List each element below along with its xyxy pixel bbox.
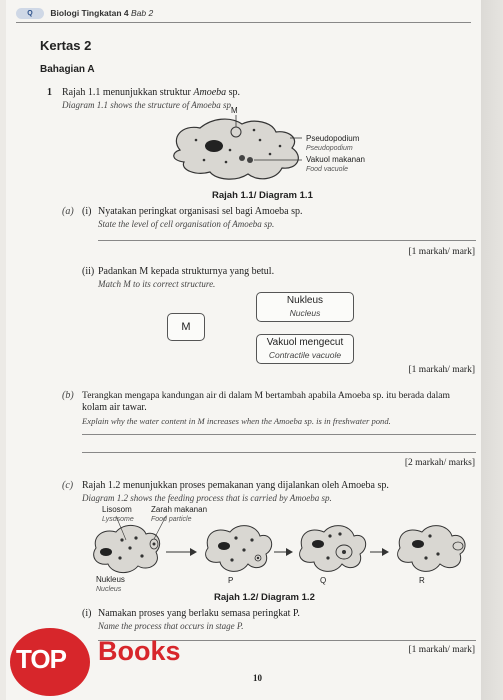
- match-box-m[interactable]: M: [167, 313, 205, 341]
- mark-allocation: [1 markah/ mark]: [408, 365, 475, 375]
- label-food-particle: Zarah makanan Food particle: [151, 505, 208, 523]
- book-title: Biologi Tingkatan 4: [50, 8, 129, 18]
- publisher-logo: Q: [16, 8, 44, 19]
- question-stem-en: Diagram 1.1 shows the structure of Amoeba sp.: [62, 100, 234, 110]
- label-pseudopodium: Pseudopodium Pseudopodium: [306, 134, 360, 152]
- page-number: 10: [253, 673, 262, 683]
- part-c-question-ms: Rajah 1.2 menunjukkan proses pemakanan yang dijalankan oleh Amoeba sp.: [82, 480, 389, 491]
- feeding-process-diagram: [90, 514, 480, 584]
- part-a-i-question-en: State the level of cell organisation of Amoeba sp.: [98, 219, 275, 229]
- label-stage-q: Q: [320, 576, 327, 585]
- mark-allocation: [1 markah/ mark]: [408, 645, 475, 655]
- match-option-contractile-vacuole[interactable]: Vakuol mengecut Contractile vacuole: [256, 334, 354, 364]
- part-a-letter: (a): [62, 206, 74, 217]
- question-stem-ms: Rajah 1.1 menunjukkan struktur Amoeba sp.: [62, 87, 241, 98]
- answer-line[interactable]: [98, 240, 476, 241]
- page-edge: [481, 0, 503, 700]
- part-a-i-question-ms: Nyatakan peringkat organisasi sel bagi Amoeba sp.: [98, 206, 303, 217]
- figure-caption-2: Rajah 1.2/ Diagram 1.2: [214, 592, 315, 603]
- part-b-question-ms-line2: kolam air tawar.: [82, 402, 147, 413]
- part-a-i-number: (i): [82, 206, 92, 217]
- watermark-top-text: TOP: [16, 644, 66, 674]
- watermark-books-text: Books: [98, 636, 181, 666]
- running-header: [16, 8, 153, 19]
- figure-caption-1: Rajah 1.1/ Diagram 1.1: [212, 190, 313, 201]
- paper-title: Kertas 2: [40, 38, 92, 53]
- part-a-ii-number: (ii): [82, 266, 95, 277]
- label-nucleus: Nukleus Nucleus: [96, 575, 125, 593]
- label-food-vacuole: Vakuol makanan Food vacuole: [306, 155, 365, 173]
- mark-allocation: [2 markah/ marks]: [404, 458, 475, 468]
- question-number: 1: [47, 87, 52, 98]
- header-rule: [16, 22, 471, 23]
- mark-allocation: [1 markah/ mark]: [408, 247, 475, 257]
- section-title: Bahagian A: [40, 64, 95, 75]
- part-a-ii-question-en: Match M to its correct structure.: [98, 279, 216, 289]
- label-stage-p: P: [228, 576, 234, 585]
- answer-line[interactable]: [82, 434, 476, 435]
- match-option-nucleus[interactable]: Nukleus Nucleus: [256, 292, 354, 322]
- part-c-i-question-ms: Namakan proses yang berlaku semasa peringkat P.: [98, 608, 300, 619]
- part-b-question-en: Explain why the water content in M increases when the Amoeba sp. is in freshwater pond.: [82, 416, 391, 426]
- label-m: M: [231, 106, 238, 115]
- part-a-ii-question-ms: Padankan M kepada strukturnya yang betul.: [98, 266, 275, 277]
- label-stage-r: R: [419, 576, 425, 585]
- label-lysosome: Lisosom Lysosome: [102, 505, 134, 523]
- part-c-i-number: (i): [82, 608, 92, 619]
- chapter-label: Bab 2: [131, 8, 154, 18]
- topbooks-watermark-logo: [10, 620, 210, 700]
- part-b-letter: (b): [62, 390, 74, 401]
- part-b-question-ms-line1: Terangkan mengapa kandungan air di dalam M bertambah apabila Amoeba sp. itu berada dalam: [82, 390, 451, 401]
- answer-line[interactable]: [82, 452, 476, 453]
- part-c-i-question-en: Name the process that occurs in stage P.: [98, 621, 244, 631]
- part-c-question-en: Diagram 1.2 shows the feeding process that is carried by Amoeba sp.: [82, 493, 332, 503]
- part-c-letter: (c): [62, 480, 74, 491]
